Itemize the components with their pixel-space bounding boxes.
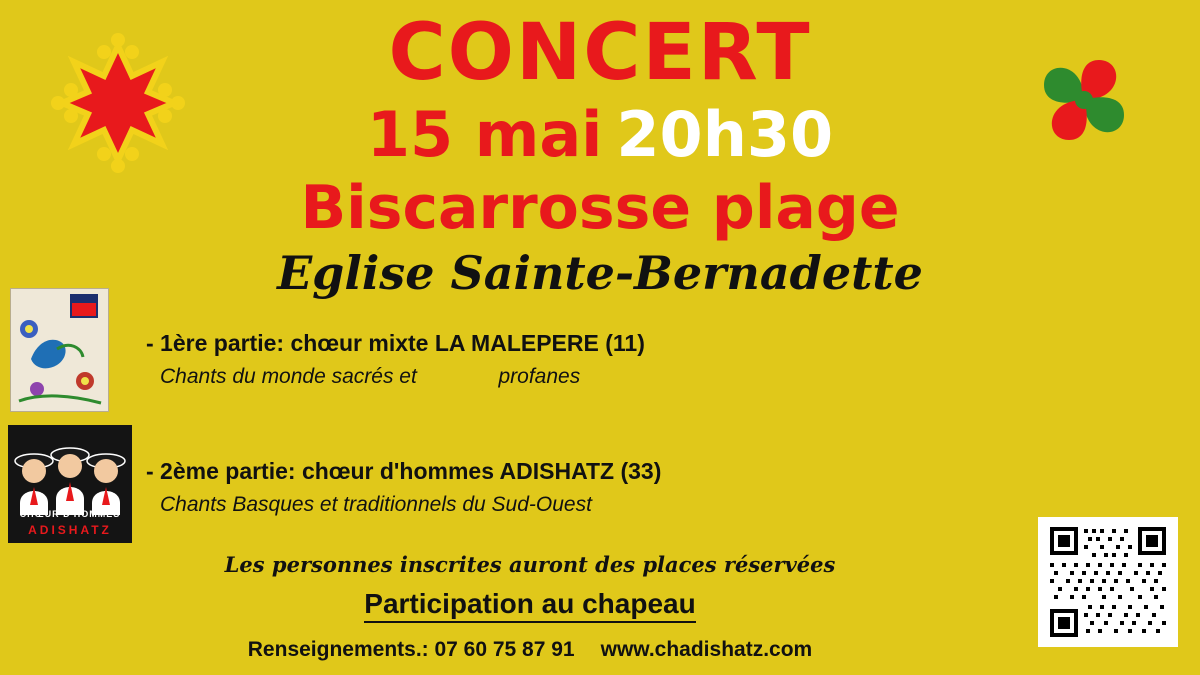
- concert-venue: Eglise Sainte-Bernadette: [277, 246, 923, 300]
- concert-date: 15 mai: [366, 98, 603, 171]
- date-time-line: [0, 98, 1200, 171]
- participation-note-text: Participation au chapeau: [364, 588, 695, 623]
- qr-code-image[interactable]: [1038, 517, 1178, 647]
- adishatz-choir-logo-image: [8, 425, 132, 543]
- poster-title-block: [0, 0, 1200, 300]
- program-item-1-heading: - 1ère partie: chœur mixte LA MALEPERE (11): [146, 330, 645, 356]
- program-item-2-subheading: Chants Basques et traditionnels du Sud-Ouest: [160, 493, 592, 516]
- adishatz-logo-line1: CHŒUR D'HOMMES: [19, 509, 121, 519]
- program-item-2: [146, 458, 661, 517]
- website-link[interactable]: www.chadishatz.com: [600, 638, 813, 661]
- page-title: CONCERT: [388, 8, 812, 98]
- concert-time: 20h30: [616, 98, 834, 171]
- reserved-seats-note: Les personnes inscrites auront des places réservées: [224, 552, 836, 577]
- phone-info: Renseignements.: 07 60 75 87 91: [247, 638, 575, 661]
- participation-note: [0, 588, 1060, 620]
- concert-city: Biscarrosse plage: [300, 173, 900, 243]
- footer-contact: [0, 638, 1060, 662]
- adishatz-logo-line2: ADISHATZ: [28, 523, 112, 537]
- program-item-1: [146, 330, 645, 389]
- program-item-1-subheading: Chants du monde sacrés et profanes: [160, 365, 581, 388]
- malepere-artwork-image: [10, 288, 109, 412]
- program-item-2-heading: - 2ème partie: chœur d'hommes ADISHATZ (33): [146, 458, 662, 484]
